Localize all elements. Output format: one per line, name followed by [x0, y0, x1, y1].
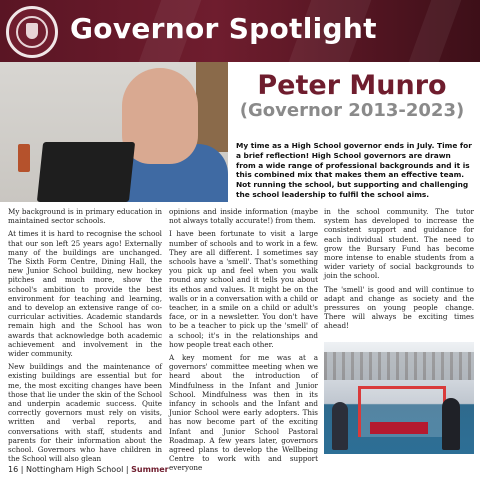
paragraph: At times it is hard to recognise the school that our son left 25 years ago! Externally many of the buildings are unchanged. The Sixth Form Centre, Dining Hall, the new Junior School building, new hockey pitches and much more, show the school's ambition to provide the best environment for teaching and learning, and to develop an extensive range of co-curricular activities. Academic standards remain high and the School has won awards that acknowledge both academic achievement and involvement in the wider community. — [8, 229, 162, 359]
paragraph: The 'smell' is good and will continue to adapt and change as society and the pressures on young people change. There will always be exciting times ahead! — [324, 284, 474, 331]
governor-portrait-photo — [0, 62, 228, 202]
photo-person-right — [442, 398, 460, 450]
photo-school-sign — [370, 422, 428, 434]
article-column-3 — [324, 207, 474, 335]
crest-shield-icon — [26, 23, 38, 39]
footer-separator: | — [20, 465, 24, 474]
paragraph: My background is in primary education in maintained sector schools. — [8, 207, 162, 226]
paragraph: A key moment for me was at a governors' committee meeting when we heard about the introduction of Mindfulness in the Infant and Junior School. Mindfulness was then in its infancy in schools and the Infant and Junior School were early adopters. This has now become part of the exciting Infant and Junior School Pastoral Roadmap. A few years later, governors agreed plans to develop the Wellbeing Centre to work with and support everyone — [169, 353, 318, 473]
article-column-1 — [8, 207, 162, 467]
photo-trees — [324, 352, 474, 380]
paragraph: I have been fortunate to visit a large number of schools and to work in a few. They are all different. I sometimes say schools have a 'smell'. That's something you pick up and feel when you walk round any school and it tells you about its ethos and values. It might be on the walls or in a conversation with a child or teacher, in a smile on a child or adult's face, or in a newsletter. You don't have to be a teacher to pick up the 'smell' of a school; it's in the relationships and how people treat each other. — [169, 229, 318, 349]
banner-decor — [409, 0, 462, 62]
issue-season: Summer — [131, 465, 169, 474]
school-crest-logo — [6, 6, 58, 58]
intro-paragraph: My time as a High School governor ends in July. Time for a brief reflection! High School governors are drawn from a wide range of professional backgrounds and it is this combined mix that makes them an effective team. Not running the school, but supporting and challenging the school leadership to fulfil the school aims. — [236, 141, 472, 199]
hockey-pitch-photo — [324, 342, 474, 454]
page-footer — [8, 465, 169, 474]
publication-name: Nottingham High School — [25, 465, 124, 474]
photo-person-left — [332, 402, 348, 450]
header-banner — [0, 0, 480, 62]
photo-bookshelf — [196, 62, 228, 152]
paragraph: in the school community. The tutor system has developed to increase the consistent support and guidance for each individual student. The need to grow the Bursary Fund has become more intense to enable students from a wider variety of social backgrounds to join the school. — [324, 207, 474, 281]
photo-plant — [18, 144, 30, 172]
page-title: Governor Spotlight — [70, 12, 377, 45]
governor-tenure: (Governor 2013-2023) — [239, 100, 465, 121]
article-column-2 — [169, 207, 318, 477]
photo-laptop — [37, 142, 135, 202]
paragraph: New buildings and the maintenance of existing buildings are essential but for me, the most exciting changes have been those that lie under the skin of the School and underpin academic success. Quite correctly governors must rely on visits, written and verbal reports, and conversations with staff, students and parents for their information about the school. Governors who have children in the School will also glean — [8, 362, 162, 464]
paragraph: opinions and inside information (maybe not always totally accurate!) from them. — [169, 207, 318, 226]
footer-separator: | — [125, 465, 129, 474]
governor-name: Peter Munro — [257, 70, 447, 101]
page-number: 16 — [8, 465, 19, 474]
